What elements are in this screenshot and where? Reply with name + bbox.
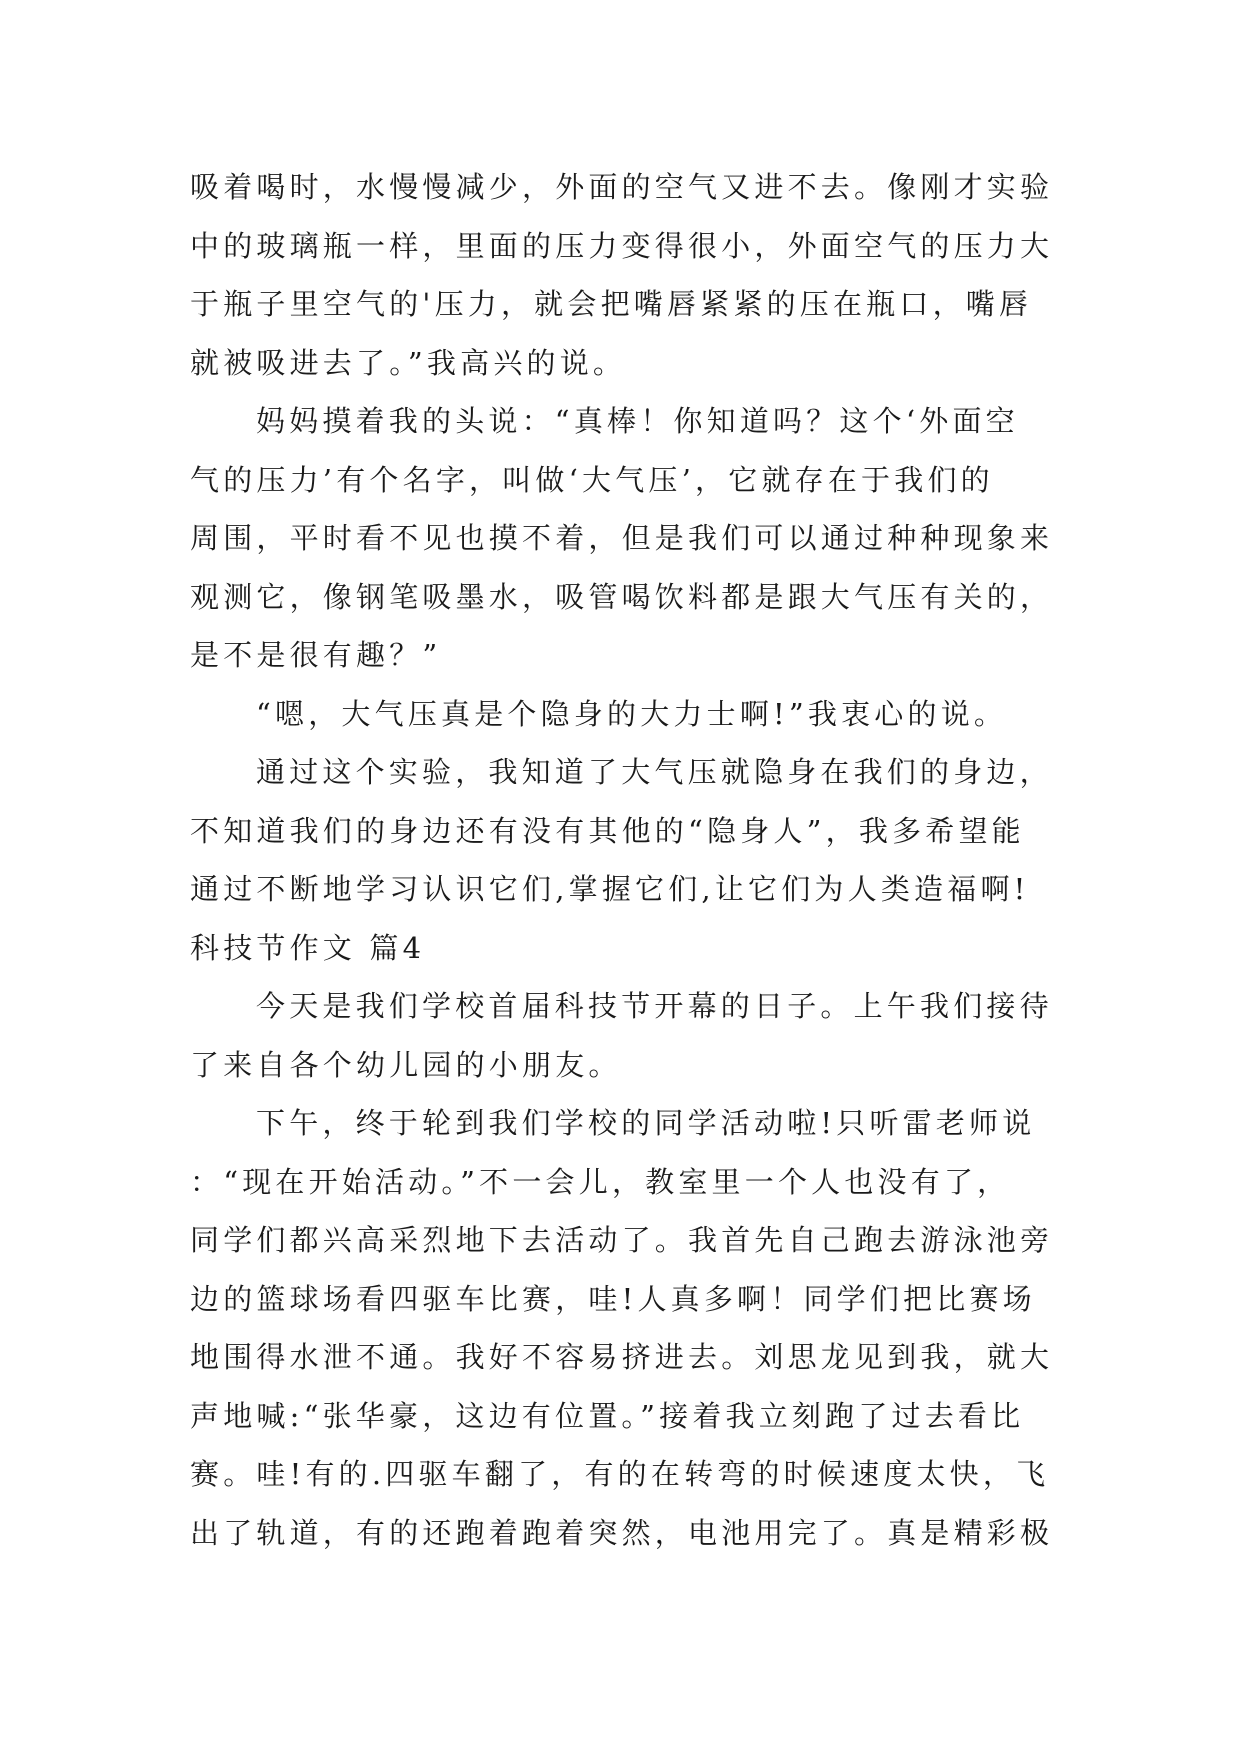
text-line: 边的篮球场看四驱车比赛，哇!人真多啊！同学们把比赛场 <box>190 1281 1036 1316</box>
text-line: 气的压力’有个名字，叫做‘大气压’，它就存在于我们的 <box>190 462 994 497</box>
text-line: 是不是很有趣？” <box>190 638 442 672</box>
text-line: 声地喊:“张华豪，这边有位置。”接着我立刻跑了过去看比 <box>190 1398 1025 1433</box>
text-line: 出了轨道，有的还跑着跑着突然，电池用完了。真是精彩极 <box>190 1515 1054 1550</box>
text-line: 赛。哇!有的.四驱车翻了，有的在转弯的时候速度太快，飞 <box>190 1457 1050 1491</box>
text-line: 地围得水泄不通。我好不容易挤进去。刘思龙见到我，就大 <box>190 1340 1054 1374</box>
paragraph-start-line: 妈妈摸着我的头说：“真棒！你知道吗？这个‘外面空 <box>256 404 1019 438</box>
text-line: ：“现在开始活动。”不一会儿，教室里一个人也没有了， <box>190 1164 1011 1199</box>
paragraph-start-line: 今天是我们学校首届科技节开幕的日子。上午我们接待 <box>256 989 1053 1023</box>
article-body <box>190 158 1070 1562</box>
paragraph-start-line: 下午，终于轮到我们学校的同学活动啦!只听雷老师说 <box>256 1106 1036 1140</box>
section-heading: 科技节作文 篇4 <box>190 930 426 965</box>
text-line: 观测它，像钢笔吸墨水，吸管喝饮料都是跟大气压有关的， <box>190 579 1054 614</box>
text-line: 通过不断地学习认识它们,掌握它们,让它们为人类造福啊! <box>190 872 1030 906</box>
text-line: 了来自各个幼儿园的小朋友。 <box>190 1047 622 1082</box>
text-line: 不知道我们的身边还有没有其他的“隐身人”，我多希望能 <box>190 813 1025 848</box>
text-line: 周围，平时看不见也摸不着，但是我们可以通过种种现象来 <box>190 521 1054 555</box>
text-line: 于瓶子里空气的'压力，就会把嘴唇紧紧的压在瓶口，嘴唇 <box>190 287 1033 321</box>
text-line: 同学们都兴高采烈地下去活动了。我首先自己跑去游泳池旁 <box>190 1223 1054 1257</box>
text-line: 吸着喝时，水慢慢减少，外面的空气又进不去。像刚才实验 <box>190 170 1054 204</box>
text-line: 就被吸进去了。”我高兴的说。 <box>190 345 627 380</box>
text-line: 中的玻璃瓶一样，里面的压力变得很小，外面空气的压力大 <box>190 228 1054 263</box>
paragraph-start-line: 通过这个实验，我知道了大气压就隐身在我们的身边， <box>256 755 1053 789</box>
paragraph-start-line: “嗯，大气压真是个隐身的大力士啊!”我衷心的说。 <box>256 696 1008 731</box>
